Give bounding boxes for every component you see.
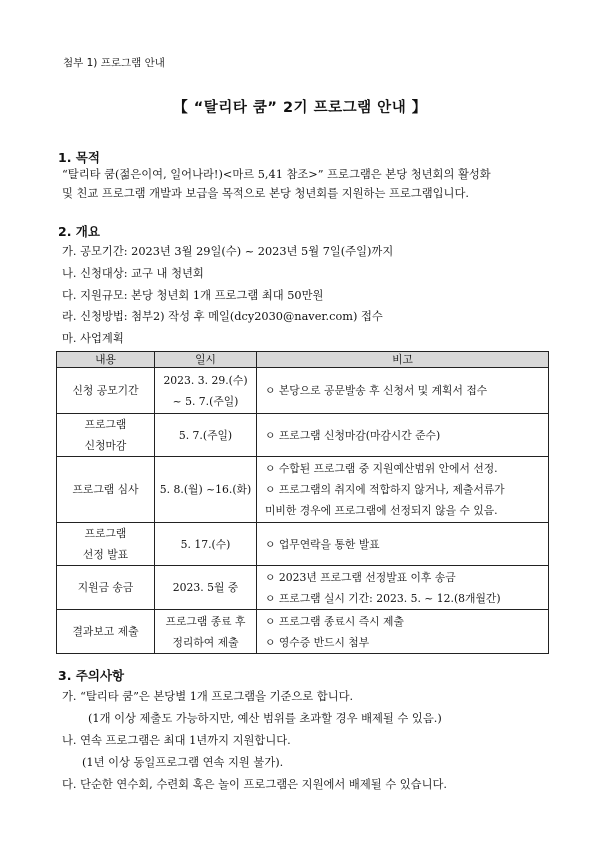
row-content: 프로그램 선정 발표 [57, 523, 155, 566]
page-title: 【 “탈리타 쿰” 2기 프로그램 안내 】 [173, 100, 427, 116]
col-header-note: 비고 [257, 352, 549, 368]
table-row [57, 523, 549, 566]
row-date: 5. 8.(월) ~16.(화) [155, 457, 257, 523]
purpose-line-1: “탈리타 쿰(젊은이여, 일어나라!)<마르 5,41 참조>” 프로그램은 본당 청년회의 활성화 [62, 168, 491, 181]
caution-line: 가. “탈리타 쿰”은 본당별 1개 프로그램을 기준으로 합니다. [62, 690, 354, 703]
plan-table [56, 351, 549, 654]
row-note: ㅇ 2023년 프로그램 선정발표 이후 송금 ㅇ 프로그램 실시 기간: 2023. 5. ~ 12.(8개월간) [257, 566, 549, 610]
row-content: 프로그램 신청마감 [57, 414, 155, 457]
row-date: 2023. 5월 중 [155, 566, 257, 610]
table-row [57, 414, 549, 457]
col-header-date: 일시 [155, 352, 257, 368]
table-row [57, 566, 549, 610]
row-note: ㅇ 수합된 프로그램 중 지원예산범위 안에서 선정. ㅇ 프로그램의 취지에 적합하지 않거나, 제출서류가 미비한 경우에 프로그램에 선정되지 않을 수 있음. [257, 457, 549, 523]
section-3-heading: 3. 주의사항 [58, 668, 125, 683]
overview-item: 라. 신청방법: 첨부2) 작성 후 메일(dcy2030@naver.com) 접수 [62, 310, 383, 323]
row-date: 5. 7.(주일) [155, 414, 257, 457]
section-2-heading: 2. 개요 [58, 224, 100, 239]
overview-item: 다. 지원규모: 본당 청년회 1개 프로그램 최대 50만원 [62, 289, 324, 302]
caution-line: (1개 이상 제출도 가능하지만, 예산 범위를 초과할 경우 배제될 수 있음.) [88, 712, 442, 725]
col-header-content: 내용 [57, 352, 155, 368]
table-header-row [57, 352, 549, 368]
table-row [57, 457, 549, 523]
caution-line: 다. 단순한 연수회, 수련회 혹은 놀이 프로그램은 지원에서 배제될 수 있습니다. [62, 778, 447, 791]
row-date: 2023. 3. 29.(수) ~ 5. 7.(주일) [155, 368, 257, 414]
overview-item: 마. 사업계획 [62, 332, 124, 345]
row-note: ㅇ 프로그램 신청마감(마감시간 준수) [257, 414, 549, 457]
row-date: 프로그램 종료 후 정리하여 제출 [155, 610, 257, 654]
overview-item: 가. 공모기간: 2023년 3월 29일(수) ~ 2023년 5월 7일(주일)까지 [62, 245, 394, 258]
table-row [57, 368, 549, 414]
row-content: 신청 공모기간 [57, 368, 155, 414]
row-content: 프로그램 심사 [57, 457, 155, 523]
overview-item: 나. 신청대상: 교구 내 청년회 [62, 267, 204, 280]
row-note: ㅇ 본당으로 공문발송 후 신청서 및 계획서 접수 [257, 368, 549, 414]
row-note: ㅇ 업무연락을 통한 발표 [257, 523, 549, 566]
purpose-line-2: 및 친교 프로그램 개발과 보급을 목적으로 본당 청년회를 지원하는 프로그램입니다. [62, 187, 469, 200]
attachment-label: 첨부 1) 프로그램 안내 [63, 57, 165, 69]
row-date: 5. 17.(수) [155, 523, 257, 566]
caution-line: 나. 연속 프로그램은 최대 1년까지 지원합니다. [62, 734, 291, 747]
row-content: 결과보고 제출 [57, 610, 155, 654]
table-row [57, 610, 549, 654]
row-note: ㅇ 프로그램 종료시 즉시 제출 ㅇ 영수증 반드시 첨부 [257, 610, 549, 654]
row-content: 지원금 송금 [57, 566, 155, 610]
section-1-heading: 1. 목적 [58, 150, 100, 165]
caution-line: (1년 이상 동일프로그램 연속 지원 불가). [82, 756, 284, 769]
